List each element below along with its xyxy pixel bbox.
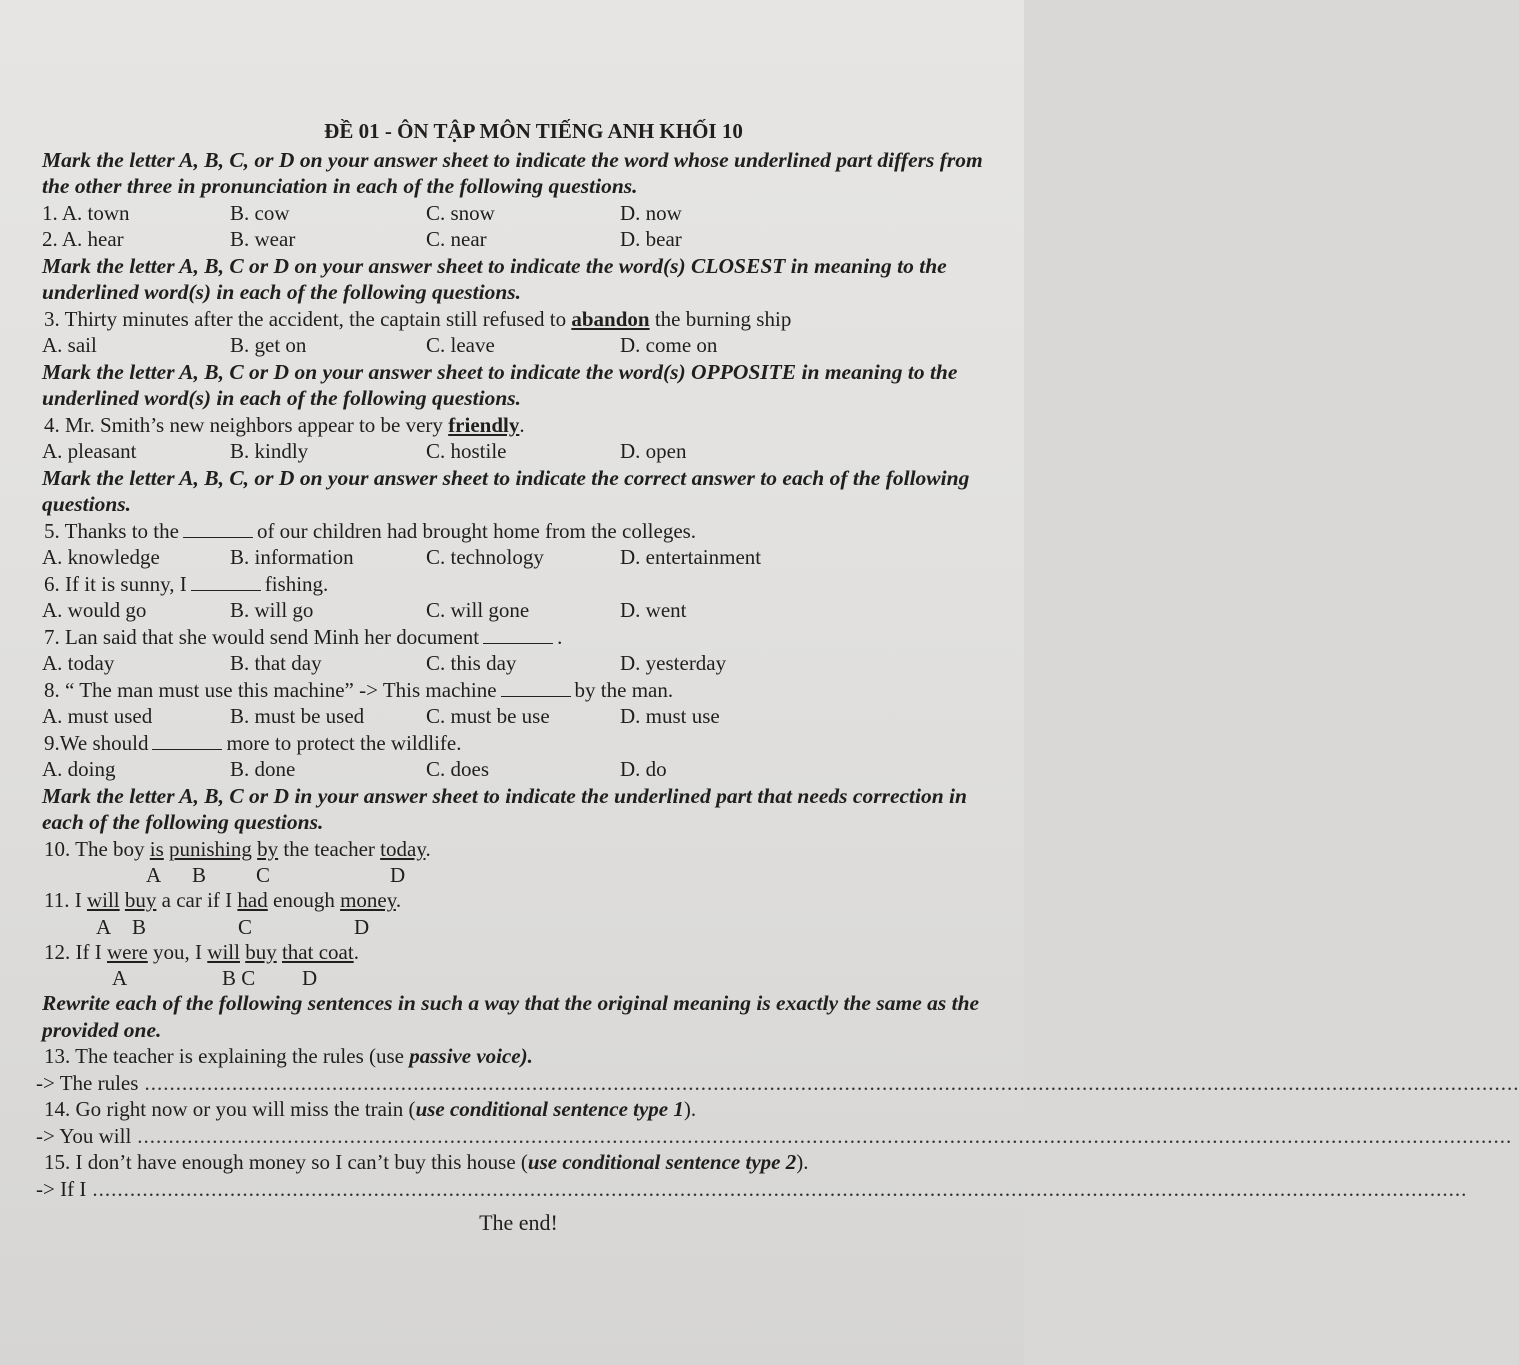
question-4: 4. Mr. Smith’s new neighbors appear to be very friendly.	[44, 412, 525, 437]
answer-blank	[191, 574, 261, 591]
underlined-part-c: by	[257, 836, 279, 861]
option-d: D. now	[620, 200, 682, 225]
question-14-answer-line: -> You will ............................................................................................................................................................................................................................	[36, 1123, 1513, 1148]
question-15: 15. I don’t have enough money so I can’t buy this house (use conditional sentence type 2).	[44, 1150, 809, 1174]
underlined-part-a: were	[106, 939, 148, 964]
question-13: 13. The teacher is explaining the rules (use passive voice).	[44, 1044, 533, 1068]
question-11: 11. I will buy a car if I had enough money.	[44, 888, 402, 912]
answer-blank	[152, 733, 222, 750]
option-c: C. will gone	[426, 598, 530, 622]
instruction-correction: Mark the letter A, B, C or D in your answer sheet to indicate the underlined part that needs correction in each of the following questions.	[42, 783, 967, 834]
question-12-letters: A B C D	[112, 966, 318, 990]
underlined-part-b: punishing	[169, 836, 252, 861]
option-d: D. do	[620, 757, 667, 781]
answer-blank	[183, 521, 253, 538]
underlined-part-d: that coat	[281, 939, 354, 964]
dotted-answer-line[interactable]: ............................................................................................................................................................................................................................	[137, 1123, 1513, 1148]
option-a: A. today	[42, 651, 115, 675]
question-15-answer-line: -> If I ............................................................................................................................................................................................................................	[36, 1176, 1468, 1201]
option-c: C. must be use	[426, 704, 550, 728]
option-b: B. that day	[230, 651, 322, 675]
question-8-options	[36, 703, 1001, 730]
question-12: 12. If I were you, I will buy that coat.	[44, 939, 359, 964]
option-b: B. kindly	[230, 439, 309, 463]
question-3-options	[36, 332, 1001, 359]
question-11-letters: A B C D	[96, 914, 370, 939]
option-b: B. wear	[230, 227, 296, 251]
question-7: 7. Lan said that she would send Minh her document .	[44, 624, 563, 649]
dotted-answer-line[interactable]: ............................................................................................................................................................................................................................	[92, 1176, 1468, 1201]
option-d: D. entertainment	[620, 545, 762, 569]
option-b: B. must be used	[230, 704, 365, 728]
question-6: 6. If it is sunny, I fishing.	[44, 571, 329, 596]
option-c: C. hostile	[426, 439, 507, 463]
option-d: D. open	[620, 439, 687, 463]
option-a: A. would go	[42, 598, 147, 622]
underlined-part-d: today	[380, 836, 426, 861]
option-c: C. this day	[426, 651, 517, 675]
option-a: A. doing	[42, 757, 116, 781]
underlined-part-a: is	[149, 836, 164, 861]
option-a: 2. A. hear	[42, 227, 124, 251]
option-c: C. does	[426, 757, 489, 781]
question-7-options	[36, 650, 1001, 677]
option-a: 1. A. town	[42, 200, 130, 225]
option-b: B. information	[230, 545, 354, 569]
question-8: 8. “ The man must use this machine” -> This machine by the man.	[44, 677, 674, 702]
question-5-options	[36, 544, 1001, 571]
option-d: D. must use	[620, 704, 720, 728]
instruction-correct-answer: Mark the letter A, B, C, or D on your answer sheet to indicate the correct answer to each of the following questions.	[42, 465, 970, 516]
the-end-text: The end!	[479, 1210, 558, 1235]
underlined-word: abandon	[571, 306, 650, 331]
instruction-closest: Mark the letter A, B, C or D on your answer sheet to indicate the word(s) CLOSEST in meaning to the underlined word(s) in each of the following questions.	[42, 253, 947, 304]
option-b: B. cow	[230, 200, 290, 225]
underlined-part-b: buy	[124, 888, 157, 912]
underlined-word: friendly	[448, 412, 520, 437]
option-b: B. done	[230, 757, 296, 781]
option-c: C. technology	[426, 545, 544, 569]
instruction-rewrite: Rewrite each of the following sentences in such a way that the original meaning is exactly the same as the provided one.	[42, 991, 980, 1042]
instruction-opposite: Mark the letter A, B, C or D on your answer sheet to indicate the word(s) OPPOSITE in meaning to the underlined word(s) in each of the following questions.	[42, 359, 958, 410]
question-5: 5. Thanks to the of our children had brought home from the colleges.	[44, 518, 697, 543]
underlined-part-c: had	[237, 888, 268, 912]
option-d: D. went	[620, 598, 687, 622]
dotted-answer-line[interactable]: ............................................................................................................................................................................................................................	[144, 1070, 1519, 1095]
question-10: 10. The boy is punishing by the teacher today.	[44, 836, 431, 861]
underlined-part-d: money	[340, 888, 396, 912]
underlined-part-b: will	[207, 939, 240, 964]
underlined-part-a: will	[86, 888, 120, 912]
answer-blank	[483, 627, 553, 644]
instruction-pronunciation: Mark the letter A, B, C, or D on your answer sheet to indicate the word whose underlined part differs from the other three in pronunciation in each of the following questions.	[42, 147, 983, 198]
question-9: 9.We should more to protect the wildlife.	[44, 730, 462, 755]
option-c: C. near	[426, 227, 487, 251]
exam-content	[36, 118, 1519, 1259]
option-c: C. leave	[426, 333, 495, 357]
question-3: 3. Thirty minutes after the accident, the captain still refused to abandon the burning ship	[44, 306, 792, 331]
option-a: A. pleasant	[42, 439, 137, 463]
option-d: D. yesterday	[620, 651, 727, 675]
question-6-options	[36, 597, 1001, 624]
option-d: D. bear	[620, 227, 682, 251]
question-1-options	[36, 200, 1001, 227]
question-4-options	[36, 438, 1001, 465]
answer-blank	[501, 680, 571, 697]
option-a: A. must used	[42, 704, 153, 728]
question-10-letters: A B C D	[146, 863, 406, 887]
option-c: C. snow	[426, 200, 495, 225]
page-title: ĐỀ 01 - ÔN TẬP MÔN TIẾNG ANH KHỐI 10	[324, 119, 743, 143]
question-13-answer-line: -> The rules ............................................................................................................................................................................................................................	[36, 1070, 1519, 1095]
question-14: 14. Go right now or you will miss the train (use conditional sentence type 1).	[44, 1097, 697, 1121]
question-2-options	[36, 226, 1001, 253]
option-b: B. get on	[230, 333, 307, 357]
option-d: D. come on	[620, 333, 718, 357]
option-a: A. knowledge	[42, 545, 160, 569]
question-9-options	[36, 756, 1001, 783]
option-a: A. sail	[42, 333, 97, 357]
underlined-part-c: buy	[245, 939, 277, 964]
option-b: B. will go	[230, 598, 314, 622]
